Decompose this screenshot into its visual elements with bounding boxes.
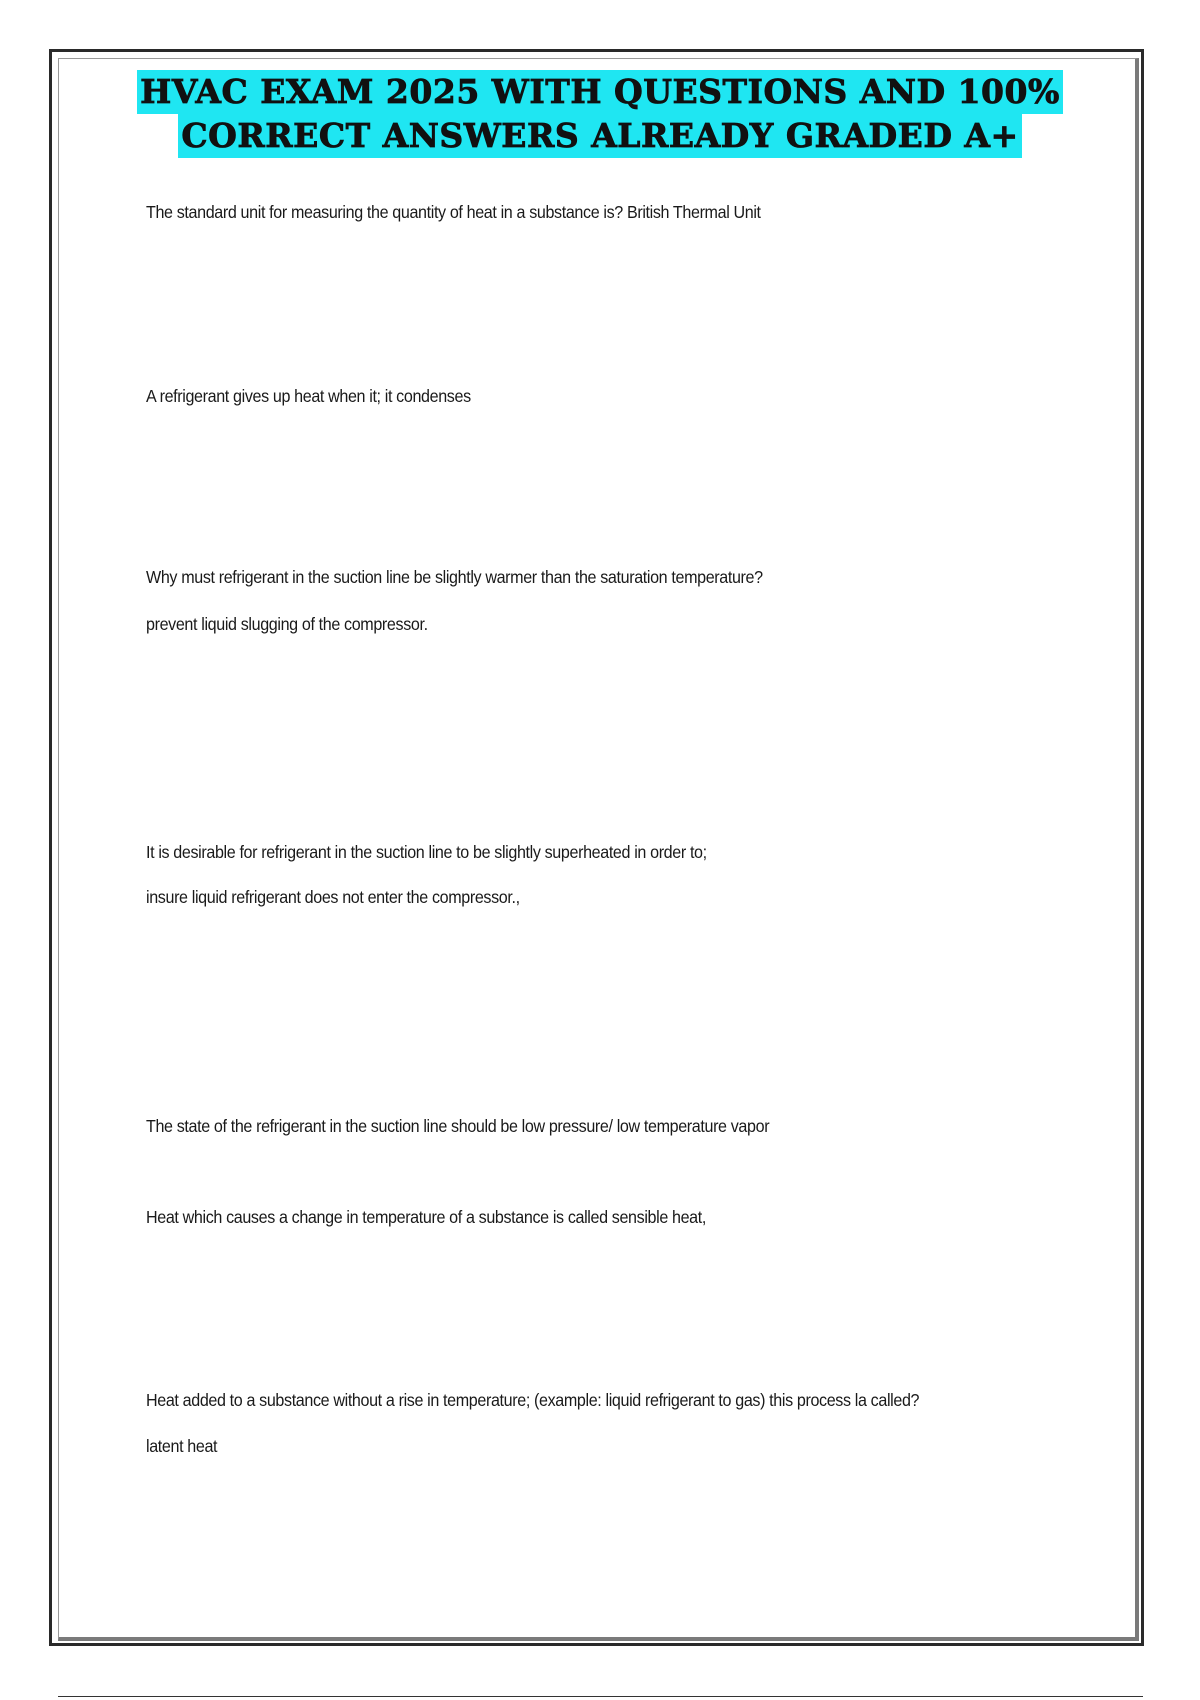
qa-line-7: The state of the refrigerant in the suction line should be low pressure/ low temperature vapor bbox=[146, 1116, 770, 1136]
qa-line-6: insure liquid refrigerant does not enter the compressor., bbox=[146, 887, 520, 907]
title-line-2: CORRECT ANSWERS ALREADY GRADED A+ bbox=[178, 114, 1021, 158]
footer-rule bbox=[58, 1696, 1143, 1697]
qa-line-9: Heat added to a substance without a rise in temperature; (example: liquid refrigerant to gas) this process la called? bbox=[146, 1390, 920, 1410]
qa-line-1: The standard unit for measuring the quantity of heat in a substance is? British Thermal Unit bbox=[146, 202, 761, 222]
qa-line-2: A refrigerant gives up heat when it; it condenses bbox=[146, 386, 471, 406]
qa-line-4: prevent liquid slugging of the compressor. bbox=[146, 614, 428, 634]
qa-line-3: Why must refrigerant in the suction line be slightly warmer than the saturation temperature? bbox=[146, 567, 763, 587]
title-line-1: HVAC EXAM 2025 WITH QUESTIONS AND 100% bbox=[137, 70, 1063, 114]
qa-line-5: It is desirable for refrigerant in the suction line to be slightly superheated in order to; bbox=[146, 842, 707, 862]
qa-line-10: latent heat bbox=[146, 1436, 218, 1456]
document-title bbox=[0, 70, 1200, 158]
qa-line-8: Heat which causes a change in temperature of a substance is called sensible heat, bbox=[146, 1207, 706, 1227]
